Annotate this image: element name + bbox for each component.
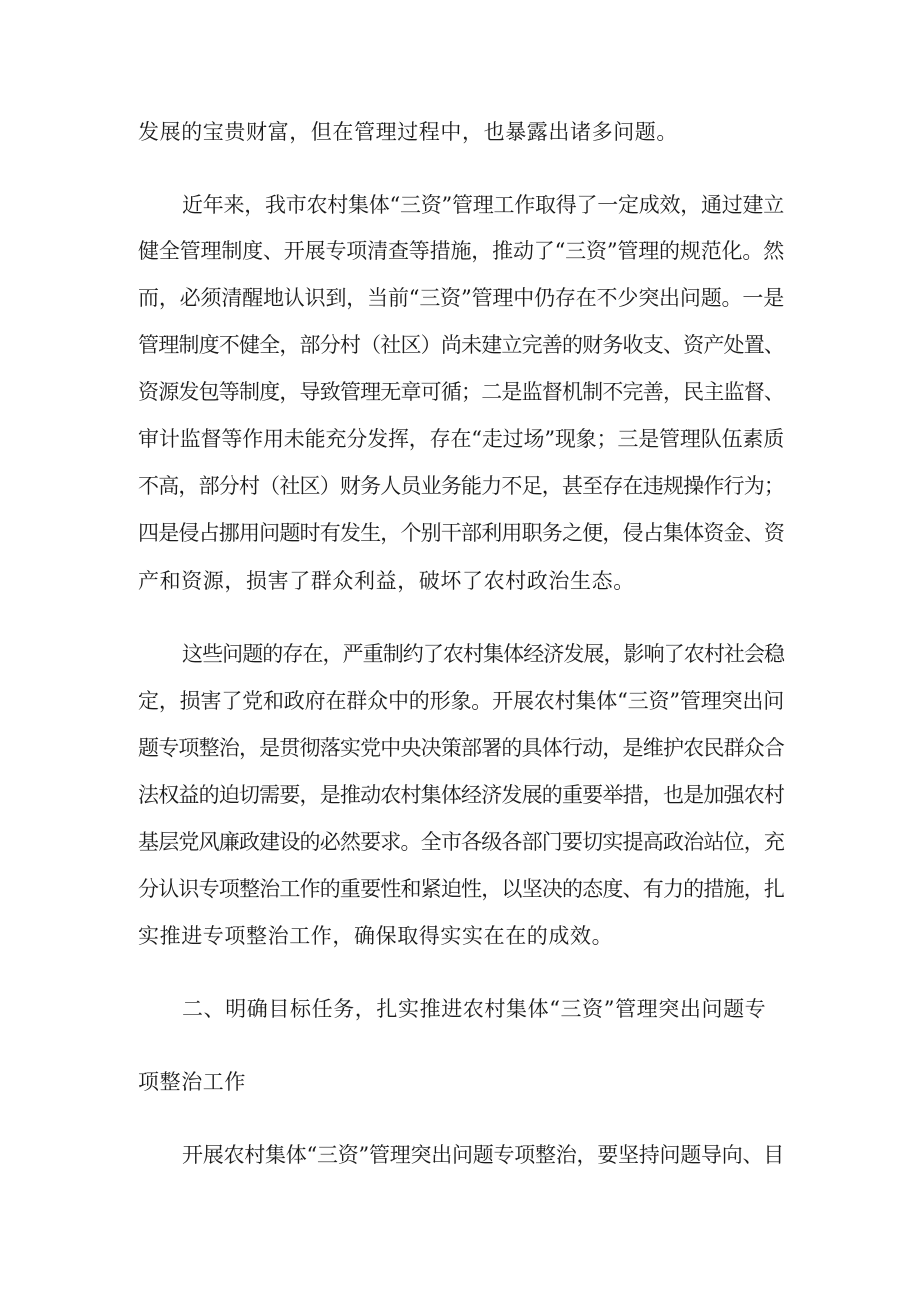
section-heading-line-2: 项整治工作 (138, 1070, 246, 1094)
paragraph-3-line-7: 实推进专项整治工作，确保取得实实在在的成效。 (138, 924, 614, 948)
paragraph-2-line-7: 不高，部分村（社区）财务人员业务能力不足，甚至存在违规操作行为； (138, 474, 785, 498)
paragraph-3-line-4: 法权益的迫切需要，是推动农村集体经济发展的重要举措，也是加强农村 (138, 783, 785, 807)
section-heading-line-1: 二、明确目标任务，扎实推进农村集体“三资”管理突出问题专 (182, 997, 767, 1021)
paragraph-2-line-3: 而，必须清醒地认识到，当前“三资”管理中仍存在不少突出问题。一是 (138, 286, 785, 310)
paragraph-5-line-1: 开展农村集体“三资”管理突出问题专项整治，要坚持问题导向、目 (182, 1143, 784, 1167)
paragraph-2-line-5: 资源发包等制度，导致管理无章可循；二是监督机制不完善，民主监督、 (138, 380, 785, 404)
paragraph-3-line-5: 基层党风廉政建设的必然要求。全市各级各部门要切实提高政治站位，充 (138, 830, 785, 854)
paragraph-1-line-1: 发展的宝贵财富，但在管理过程中，也暴露出诸多问题。 (138, 120, 678, 144)
paragraph-2-line-6: 审计监督等作用未能充分发挥，存在“走过场”现象；三是管理队伍素质 (138, 427, 785, 451)
paragraph-3-line-6: 分认识专项整治工作的重要性和紧迫性，以坚决的态度、有力的措施，扎 (138, 877, 785, 901)
paragraph-3-line-1: 这些问题的存在，严重制约了农村集体经济发展，影响了农村社会稳 (182, 642, 785, 666)
paragraph-2-line-8: 四是侵占挪用问题时有发生，个别干部利用职务之便，侵占集体资金、资 (138, 521, 785, 545)
paragraph-2-line-9: 产和资源，损害了群众利益，破坏了农村政治生态。 (138, 569, 635, 593)
paragraph-3-line-2: 定，损害了党和政府在群众中的形象。开展农村集体“三资”管理突出问 (138, 689, 785, 713)
paragraph-3-line-3: 题专项整治，是贯彻落实党中央决策部署的具体行动，是维护农民群众合 (138, 736, 785, 760)
paragraph-2-line-2: 健全管理制度、开展专项清查等措施，推动了“三资”管理的规范化。然 (138, 239, 785, 263)
paragraph-2-line-4: 管理制度不健全，部分村（社区）尚未建立完善的财务收支、资产处置、 (138, 333, 785, 357)
paragraph-2-line-1: 近年来，我市农村集体“三资”管理工作取得了一定成效，通过建立 (182, 193, 784, 217)
